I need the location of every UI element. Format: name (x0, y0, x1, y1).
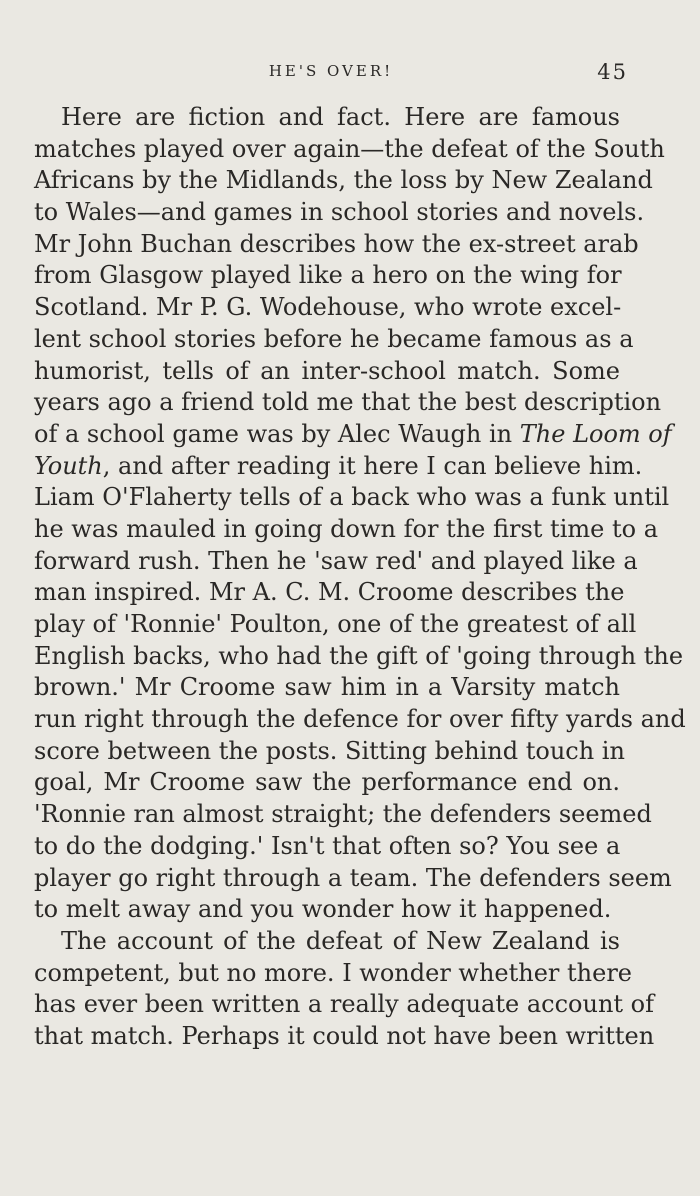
text-line: that match. Perhaps it could not have been written (34, 1021, 655, 1050)
paragraph-1 (34, 102, 686, 926)
text-line: years ago a friend told me that the best description (34, 388, 662, 417)
text-line: Scotland. Mr P. G. Wodehouse, who wrote excel- (34, 293, 622, 322)
text-line: 'Ronnie ran almost straight; the defenders seemed (34, 800, 652, 829)
book-title-italic: The Loom of (519, 419, 672, 448)
text-line: humorist, tells of an inter-school match. Some (34, 356, 620, 385)
text-line: he was mauled in going down for the first time to a (34, 514, 658, 543)
text-line (34, 451, 643, 483)
text-line: man inspired. Mr A. C. M. Croome describes the (34, 578, 625, 607)
body-text (34, 102, 686, 1053)
text-line: to Wales—and games in school stories and novels. (34, 198, 645, 227)
text-line: score between the posts. Sitting behind touch in (34, 736, 625, 765)
book-title-italic: Youth (34, 451, 103, 480)
text-line: to do the dodging.' Isn't that often so? You see a (34, 831, 621, 860)
text-line: run right through the defence for over fifty yards and (34, 705, 686, 734)
text-line: English backs, who had the gift of 'going through the (34, 641, 684, 670)
text-line: player go right through a team. The defenders seem (34, 863, 672, 892)
text-line: play of 'Ronnie' Poulton, one of the greatest of all (34, 610, 637, 638)
text-line: goal, Mr Croome saw the performance end on. (34, 768, 620, 797)
text-line: has ever been written a really adequate account of (34, 990, 655, 1019)
text-line: forward rush. Then he 'saw red' and played like a (34, 546, 638, 575)
running-head (34, 62, 628, 86)
text-line: to melt away and you wonder how it happened. (34, 895, 612, 924)
text-line: from Glasgow played like a hero on the wing for (34, 261, 622, 290)
page-number: 45 (597, 60, 628, 84)
text-line: brown.' Mr Croome saw him in a Varsity match (34, 673, 620, 702)
text-line: matches played over again—the defeat of the South (34, 134, 665, 163)
text-line: Mr John Buchan describes how the ex-street arab (34, 229, 639, 258)
running-title: HE'S OVER! (268, 62, 394, 80)
text-line: competent, but no more. I wonder whether there (34, 958, 633, 987)
text-line: Here are fiction and fact. Here are famous (61, 103, 620, 131)
paragraph-2 (34, 926, 655, 1053)
text-line: Liam O'Flaherty tells of a back who was a funk until (34, 483, 670, 512)
text-line: lent school stories before he became famous as a (34, 324, 634, 353)
text-line: Africans by the Midlands, the loss by New Zealand (34, 166, 653, 195)
text-segment: , and after reading it here I can believe him. (102, 451, 643, 480)
text-line: The account of the defeat of New Zealand is (61, 926, 620, 955)
text-segment: of a school game was by Alec Waugh in (34, 419, 520, 448)
text-line (34, 419, 672, 451)
